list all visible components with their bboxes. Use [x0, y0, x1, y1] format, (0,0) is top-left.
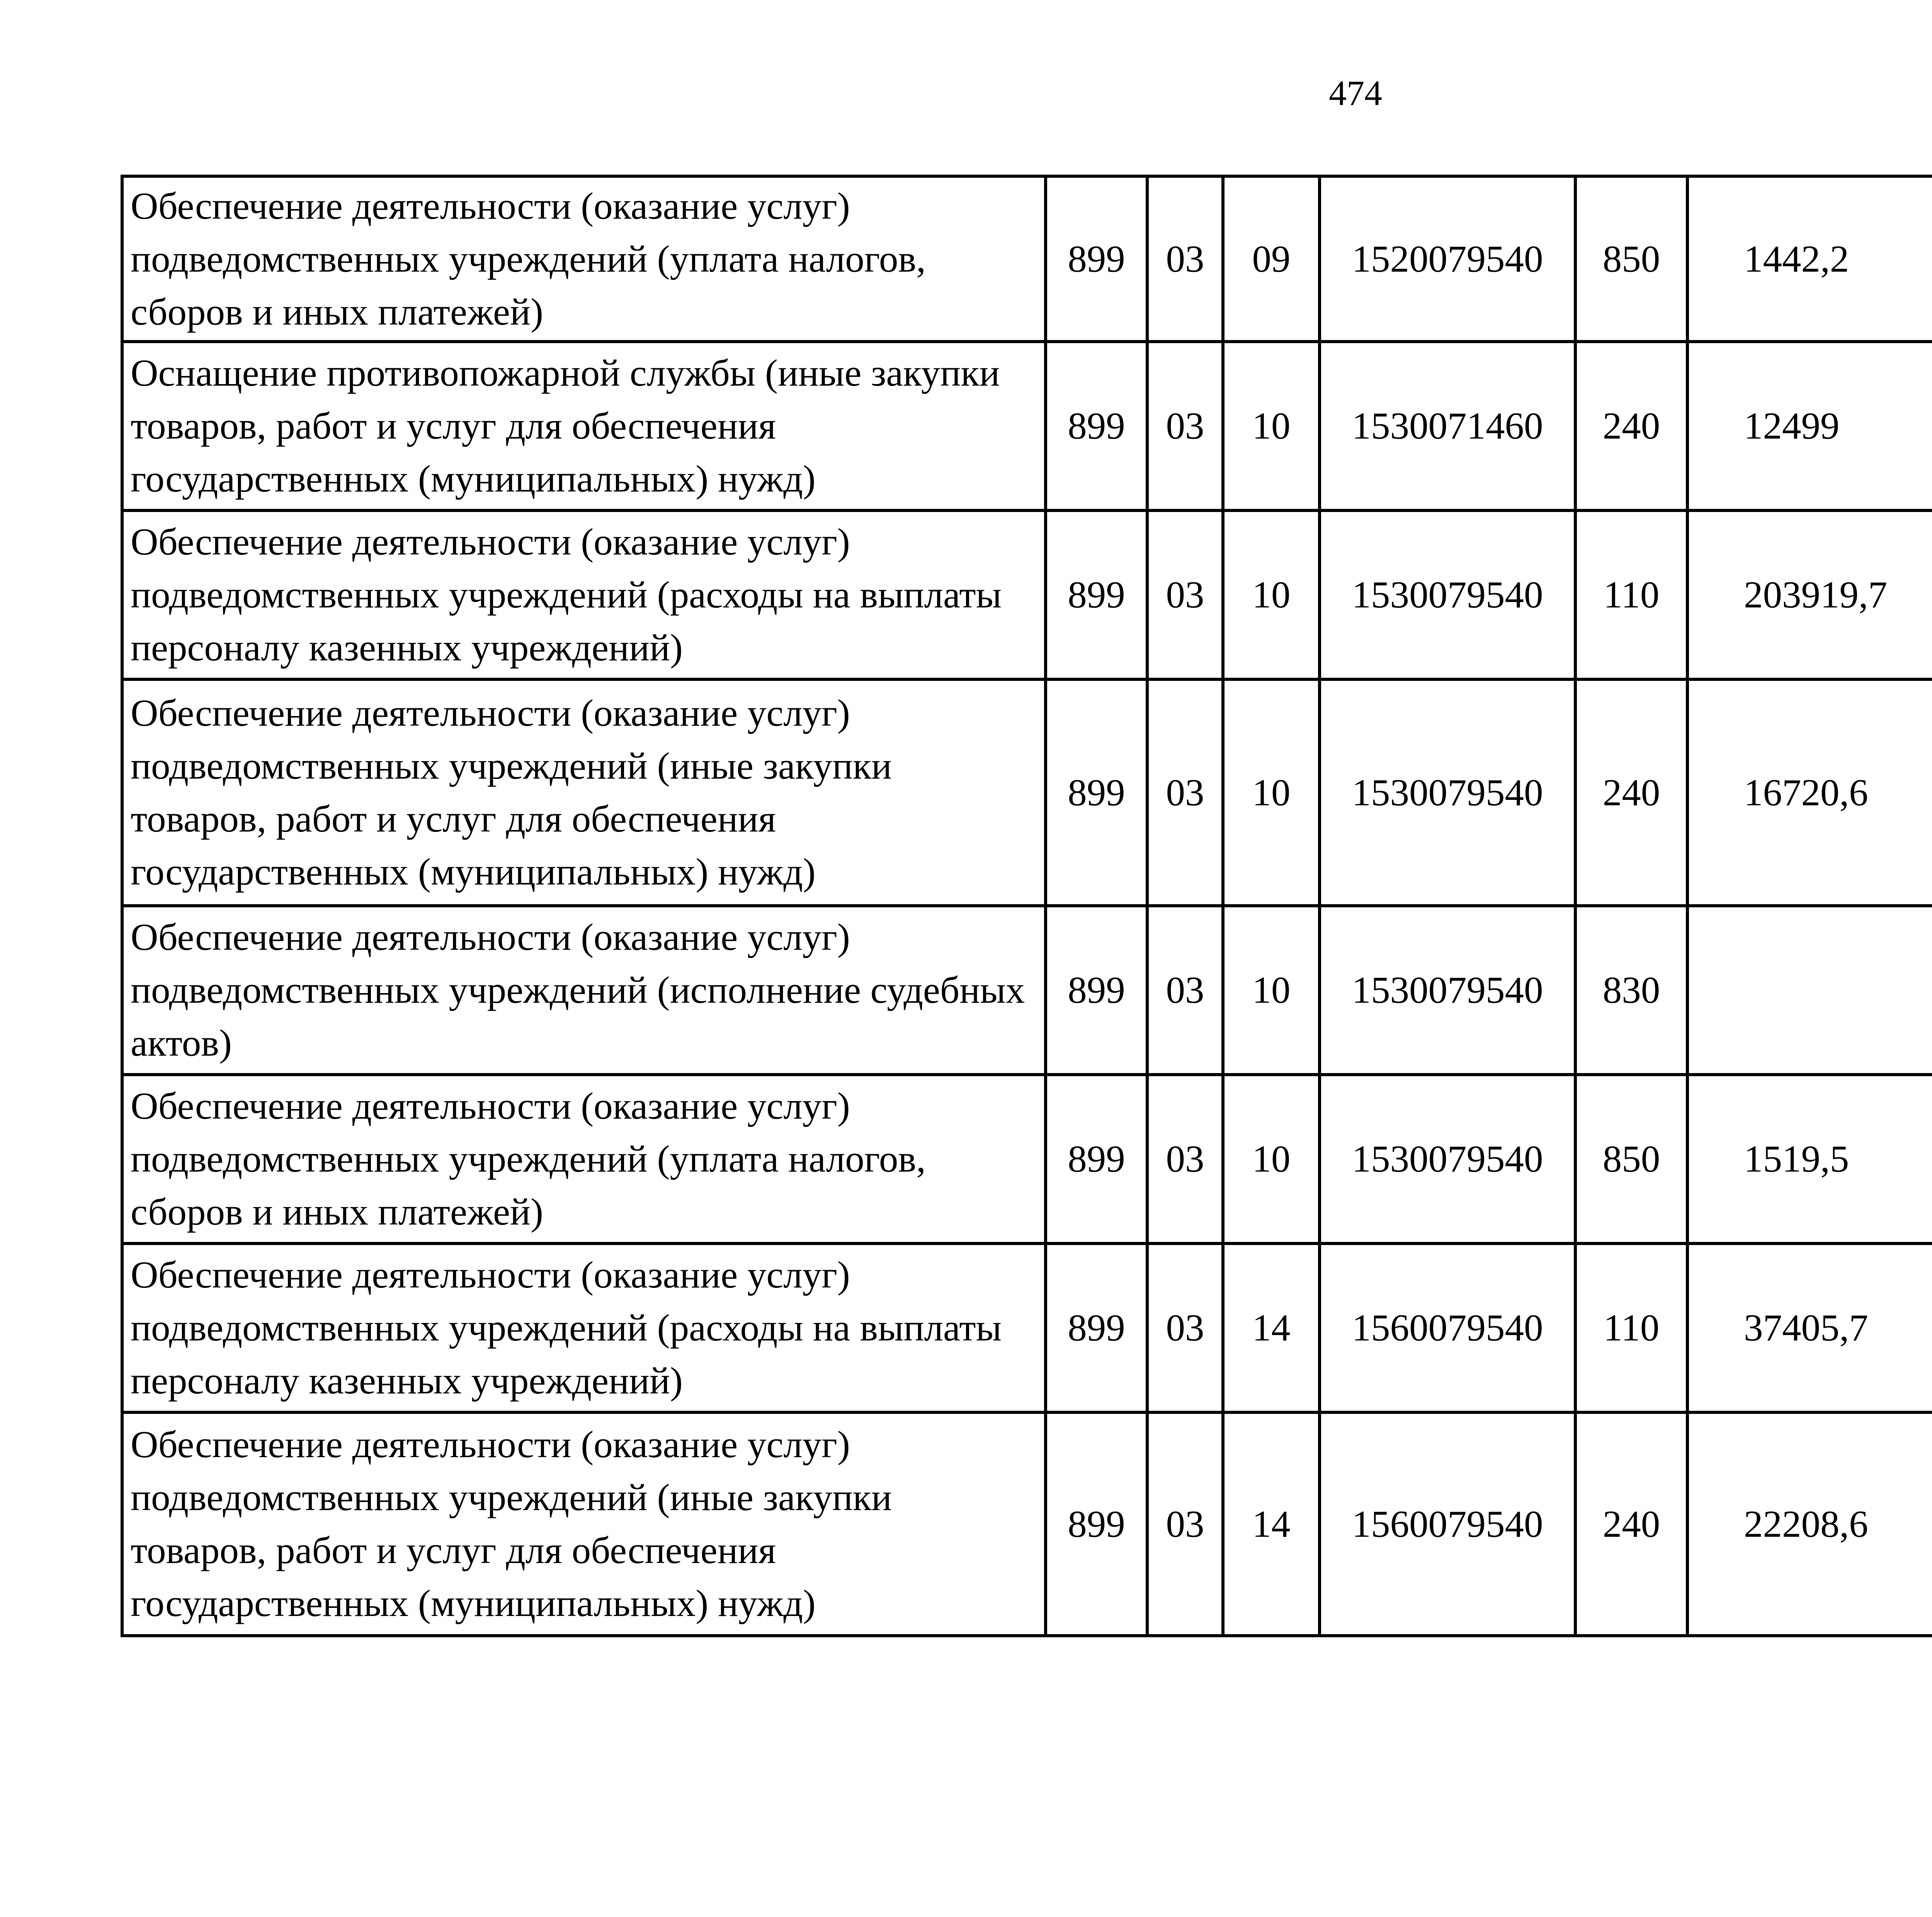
- subsection-code: 10: [1223, 342, 1320, 510]
- ministry-code: 899: [1046, 342, 1147, 510]
- subsection-code: 10: [1223, 679, 1320, 906]
- budget-table: [121, 175, 1932, 1637]
- target-article-code: 1520079540: [1320, 176, 1575, 342]
- row-description: Обеспечение деятельности (оказание услуг) подведомственных учреждений (уплата налогов, сборов и иных платежей): [122, 1075, 1046, 1243]
- ministry-code: 899: [1046, 1243, 1147, 1412]
- section-code: 03: [1147, 176, 1223, 342]
- page-number: 474: [1329, 73, 1382, 113]
- section-code: 03: [1147, 679, 1223, 906]
- amount-1: 22208,6: [1687, 1412, 1932, 1636]
- table-row: [122, 510, 1932, 679]
- row-description: Обеспечение деятельности (оказание услуг) подведомственных учреждений (расходы на выплаты персоналу казенных учреждений): [122, 1243, 1046, 1412]
- table-row: [122, 176, 1932, 342]
- ministry-code: 899: [1046, 906, 1147, 1075]
- ministry-code: 899: [1046, 679, 1147, 906]
- amount-1: 1519,5: [1687, 1075, 1932, 1243]
- subsection-code: 10: [1223, 906, 1320, 1075]
- subsection-code: 09: [1223, 176, 1320, 342]
- row-description: Обеспечение деятельности (оказание услуг) подведомственных учреждений (исполнение судебных актов): [122, 906, 1046, 1075]
- row-description: Обеспечение деятельности (оказание услуг) подведомственных учреждений (иные закупки товаров, работ и услуг для обеспечения государственных (муниципальных) нужд): [122, 679, 1046, 906]
- expense-type-code: 240: [1575, 1412, 1687, 1636]
- target-article-code: 1560079540: [1320, 1412, 1575, 1636]
- target-article-code: 1530079540: [1320, 510, 1575, 679]
- row-description: Обеспечение деятельности (оказание услуг) подведомственных учреждений (иные закупки товаров, работ и услуг для обеспечения государственных (муниципальных) нужд): [122, 1412, 1046, 1636]
- target-article-code: 1530071460: [1320, 342, 1575, 510]
- section-code: 03: [1147, 1075, 1223, 1243]
- table-row: [122, 1412, 1932, 1636]
- target-article-code: 1560079540: [1320, 1243, 1575, 1412]
- amount-1: 203919,7: [1687, 510, 1932, 679]
- section-code: 03: [1147, 1243, 1223, 1412]
- table-row: [122, 1075, 1932, 1243]
- ministry-code: 899: [1046, 1075, 1147, 1243]
- target-article-code: 1530079540: [1320, 906, 1575, 1075]
- row-description: Обеспечение деятельности (оказание услуг) подведомственных учреждений (уплата налогов, сборов и иных платежей): [122, 176, 1046, 342]
- expense-type-code: 110: [1575, 1243, 1687, 1412]
- subsection-code: 10: [1223, 1075, 1320, 1243]
- expense-type-code: 110: [1575, 510, 1687, 679]
- section-code: 03: [1147, 906, 1223, 1075]
- amount-1: [1687, 906, 1932, 1075]
- ministry-code: 899: [1046, 1412, 1147, 1636]
- expense-type-code: 240: [1575, 679, 1687, 906]
- table-row: [122, 1243, 1932, 1412]
- table-row: [122, 906, 1932, 1075]
- expense-type-code: 240: [1575, 342, 1687, 510]
- expense-type-code: 850: [1575, 176, 1687, 342]
- ministry-code: 899: [1046, 510, 1147, 679]
- amount-1: 16720,6: [1687, 679, 1932, 906]
- expense-type-code: 850: [1575, 1075, 1687, 1243]
- table-row: [122, 342, 1932, 510]
- subsection-code: 10: [1223, 510, 1320, 679]
- amount-1: 12499: [1687, 342, 1932, 510]
- target-article-code: 1530079540: [1320, 1075, 1575, 1243]
- section-code: 03: [1147, 342, 1223, 510]
- ministry-code: 899: [1046, 176, 1147, 342]
- expense-type-code: 830: [1575, 906, 1687, 1075]
- subsection-code: 14: [1223, 1412, 1320, 1636]
- amount-1: 1442,2: [1687, 176, 1932, 342]
- section-code: 03: [1147, 1412, 1223, 1636]
- target-article-code: 1530079540: [1320, 679, 1575, 906]
- amount-1: 37405,7: [1687, 1243, 1932, 1412]
- subsection-code: 14: [1223, 1243, 1320, 1412]
- row-description: Оснащение противопожарной службы (иные закупки товаров, работ и услуг для обеспечения государственных (муниципальных) нужд): [122, 342, 1046, 510]
- section-code: 03: [1147, 510, 1223, 679]
- row-description: Обеспечение деятельности (оказание услуг) подведомственных учреждений (расходы на выплаты персоналу казенных учреждений): [122, 510, 1046, 679]
- table-row: [122, 679, 1932, 906]
